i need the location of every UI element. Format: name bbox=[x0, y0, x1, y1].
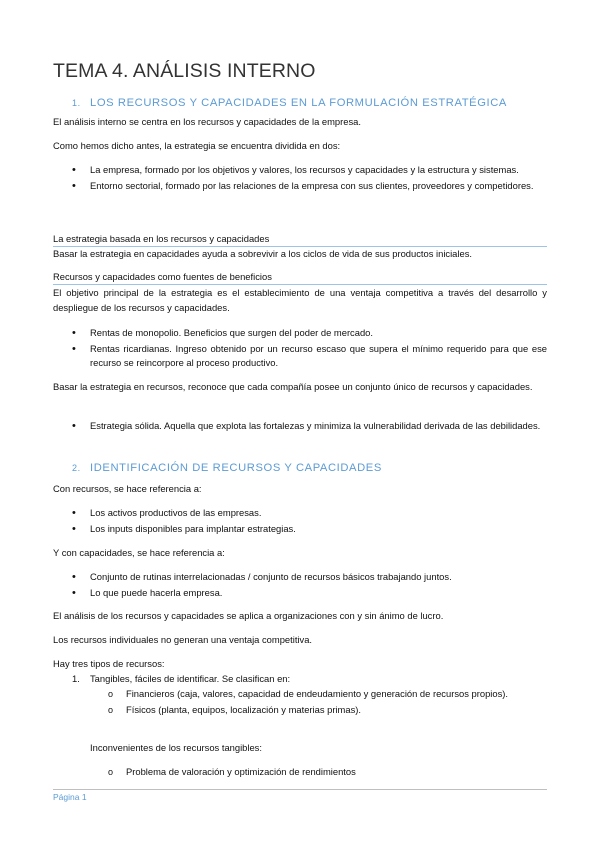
paragraph: El análisis de los recursos y capacidades se aplica a organizaciones con y sin ánimo de lucro. bbox=[53, 610, 444, 621]
list-item: • Rentas ricardianas. Ingreso obtenido por un recurso escaso que supera el mínimo requerido para que ese recurso se reincorpore al proceso productivo. bbox=[72, 342, 547, 371]
paragraph: Basar la estrategia en capacidades ayuda a sobrevivir a los ciclos de vida de sus productos iniciales. bbox=[53, 248, 472, 259]
indented-label: Inconvenientes de los recursos tangibles: bbox=[90, 742, 262, 753]
list-item: • Entorno sectorial, formado por las relaciones de la empresa con sus clientes, proveedores y competidores. bbox=[72, 179, 547, 194]
paragraph: Y con capacidades, se hace referencia a: bbox=[53, 547, 225, 558]
numbered-item-number: 1. bbox=[72, 673, 80, 684]
section-1-heading bbox=[72, 97, 507, 109]
paragraph: El objetivo principal de la estrategia es el establecimiento de una ventaja competitiva a través del desarrollo y despliegue de los recursos y capacidades. bbox=[53, 287, 547, 313]
document-title: TEMA 4. ANÁLISIS INTERNO bbox=[53, 60, 316, 82]
section-1-heading-text: LOS RECURSOS Y CAPACIDADES EN LA FORMULACIÓN ESTRATÉGICA bbox=[90, 97, 507, 109]
numbered-item bbox=[72, 672, 290, 686]
list-item: • Lo que puede hacerla empresa. bbox=[72, 586, 547, 601]
paragraph: Hay tres tipos de recursos: bbox=[53, 658, 165, 669]
paragraph: Como hemos dicho antes, la estrategia se encuentra dividida en dos: bbox=[53, 140, 341, 151]
subheading: Recursos y capacidades como fuentes de beneficios bbox=[53, 270, 547, 285]
paragraph: Los recursos individuales no generan una ventaja competitiva. bbox=[53, 634, 313, 645]
bullet-list bbox=[72, 163, 547, 194]
page-number: Página 1 bbox=[53, 792, 87, 802]
section-1-number: 1. bbox=[72, 98, 81, 108]
sub-list bbox=[108, 687, 547, 718]
list-item: • Estrategia sólida. Aquella que explota las fortalezas y minimiza la vulnerabilidad derivada de las debilidades. bbox=[72, 419, 547, 434]
list-item: • La empresa, formado por los objetivos y valores, los recursos y capacidades y la estructura y sistemas. bbox=[72, 163, 547, 178]
list-item: • Los inputs disponibles para implantar estrategias. bbox=[72, 522, 547, 537]
list-item: • Rentas de monopolio. Beneficios que surgen del poder de mercado. bbox=[72, 326, 547, 341]
list-item: • Los activos productivos de las empresas. bbox=[72, 506, 547, 521]
bullet-list bbox=[72, 419, 547, 435]
footer-divider bbox=[53, 789, 547, 790]
paragraph: Con recursos, se hace referencia a: bbox=[53, 483, 202, 494]
paragraph: El análisis interno se centra en los recursos y capacidades de la empresa. bbox=[53, 116, 361, 127]
bullet-list bbox=[72, 570, 547, 601]
section-2-heading bbox=[72, 462, 382, 474]
sub-list-item: o Problema de valoración y optimización de rendimientos bbox=[108, 765, 547, 780]
numbered-item-text: Tangibles, fáciles de identificar. Se clasifican en: bbox=[90, 673, 291, 684]
sub-list-item: o Financieros (caja, valores, capacidad de endeudamiento y generación de recursos propios). bbox=[108, 687, 547, 702]
bullet-list bbox=[72, 506, 547, 537]
list-item: • Conjunto de rutinas interrelacionadas / conjunto de recursos básicos trabajando juntos. bbox=[72, 570, 547, 585]
section-2-number: 2. bbox=[72, 463, 81, 473]
bullet-list bbox=[72, 326, 547, 372]
subheading: La estrategia basada en los recursos y capacidades bbox=[53, 232, 547, 247]
sub-list bbox=[108, 765, 547, 781]
paragraph: Basar la estrategia en recursos, reconoce que cada compañía posee un conjunto único de recursos y capacidades. bbox=[53, 381, 533, 392]
sub-list-item: o Físicos (planta, equipos, localización y materias primas). bbox=[108, 703, 547, 718]
section-2-heading-text: IDENTIFICACIÓN DE RECURSOS Y CAPACIDADES bbox=[90, 462, 382, 474]
